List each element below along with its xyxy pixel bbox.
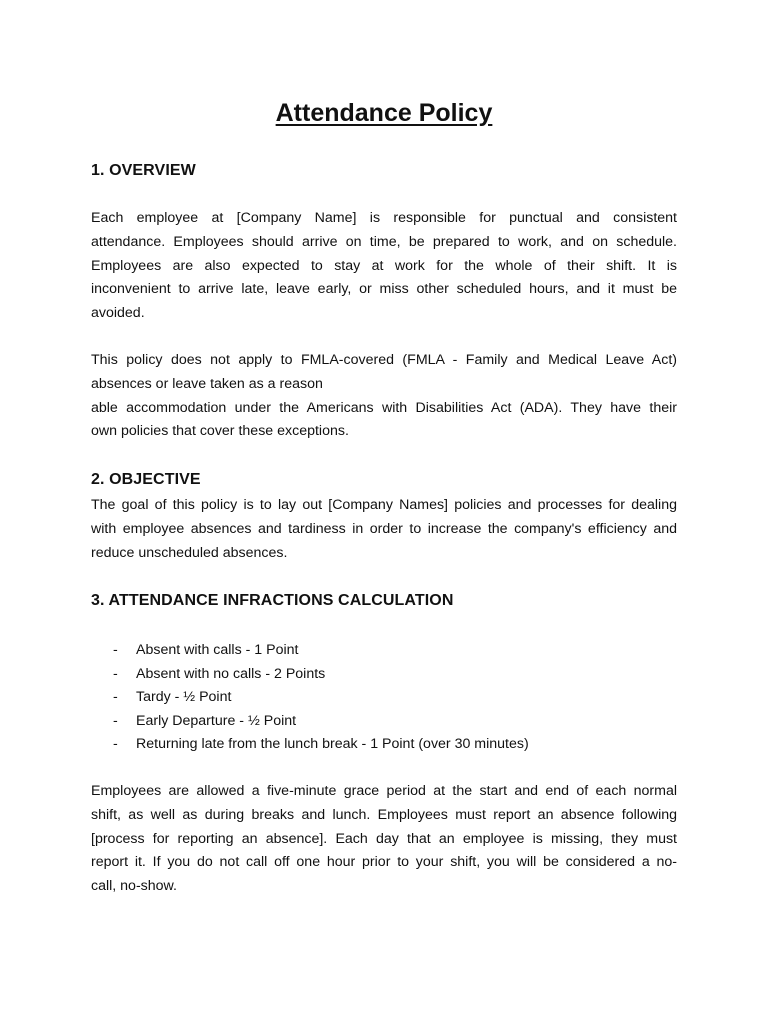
grace-period-paragraph (91, 780, 677, 899)
objective-paragraph (91, 494, 677, 565)
list-item (113, 663, 529, 687)
list-item-text: Tardy - ½ Point (136, 689, 232, 706)
text-line: attendance. Employees should arrive on time, be prepared to work, and on schedule. (91, 233, 677, 250)
text-line: able accommodation under the Americans with Disabilities Act (ADA). They have their (91, 399, 677, 416)
section-heading-infractions: 3. ATTENDANCE INFRACTIONS CALCULATION (91, 592, 454, 609)
list-marker: - (113, 642, 118, 658)
text-line: Employees are also expected to stay at work for the whole of their shift. It is (91, 257, 677, 274)
text-line: avoided. (91, 305, 145, 322)
section-heading-overview: 1. OVERVIEW (91, 162, 196, 179)
list-item-text: Early Departure - ½ Point (136, 712, 297, 729)
text-line: absences or leave taken as a reason (91, 375, 323, 392)
list-item-text: Returning late from the lunch break - 1 Point (over 30 minutes) (136, 736, 529, 753)
list-item (113, 733, 529, 757)
list-item-text: Absent with calls - 1 Point (136, 642, 299, 658)
document-title: Attendance Policy (275, 99, 493, 127)
text-line: Employees are allowed a five-minute grace period at the start and end of each normal (91, 783, 677, 799)
list-item-text: Absent with no calls - 2 Points (136, 665, 326, 682)
text-line: [process for reporting an absence]. Each day that an employee is missing, they must (91, 830, 677, 847)
list-marker: - (113, 736, 118, 753)
list-item (113, 686, 529, 710)
text-line: inconvenient to arrive late, leave early, or miss other scheduled hours, and it must be (91, 281, 677, 298)
section-heading-objective: 2. OBJECTIVE (91, 471, 201, 488)
infractions-list (113, 639, 529, 757)
text-line: This policy does not apply to FMLA-covered (FMLA - Family and Medical Leave Act) (91, 352, 677, 368)
text-line: report it. If you do not call off one hour prior to your shift, you will be considered a no- (91, 854, 677, 871)
overview-paragraph-2 (91, 349, 677, 444)
overview-paragraph-1 (91, 207, 677, 326)
text-line: Each employee at [Company Name] is responsible for punctual and consistent (91, 210, 677, 226)
list-marker: - (113, 665, 118, 682)
list-item (113, 639, 529, 663)
text-line: shift, as well as during breaks and lunch. Employees must report an absence following (91, 806, 677, 823)
list-marker: - (113, 712, 118, 729)
text-line: The goal of this policy is to lay out [Company Names] policies and processes for dealing (91, 497, 677, 513)
list-marker: - (113, 689, 118, 706)
text-line: with employee absences and tardiness in order to increase the company's efficiency and (91, 520, 677, 537)
list-item (113, 710, 529, 734)
text-line: reduce unscheduled absences. (91, 544, 288, 561)
text-line: call, no-show. (91, 878, 177, 895)
text-line: own policies that cover these exceptions. (91, 423, 349, 440)
